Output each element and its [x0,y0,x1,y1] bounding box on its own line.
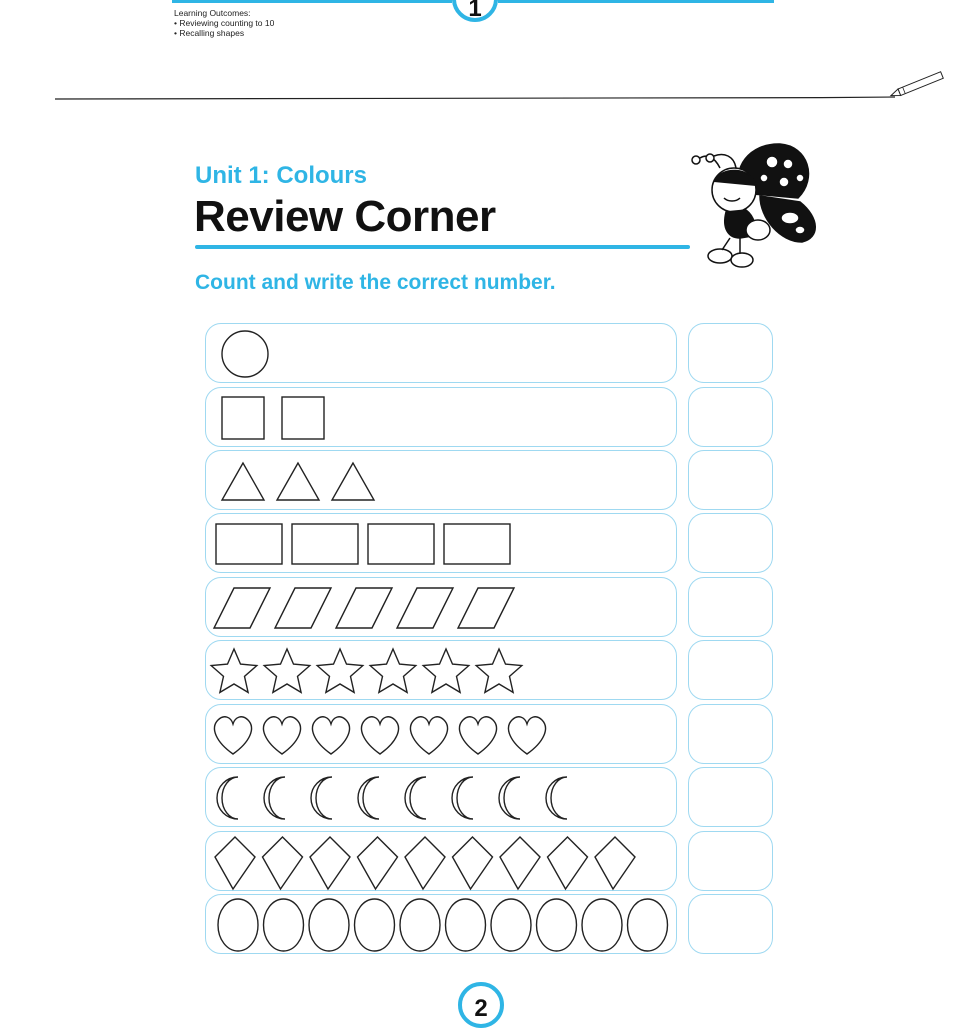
parallelogram-icons [206,578,678,638]
star-icon [264,649,310,692]
page-title: Review Corner [194,192,496,241]
parallelogram-icon [458,588,514,628]
shape-row-crescents [205,767,677,827]
answer-box[interactable] [688,704,773,764]
page-fold-divider [0,74,960,114]
oval-icon [582,899,622,951]
answer-box[interactable] [688,894,773,954]
triangle-icons [206,451,678,511]
answer-box[interactable] [688,387,773,447]
kite-icon [358,837,398,889]
pencil-icon [890,72,944,99]
oval-icon [264,899,304,951]
heart-icon [361,717,398,754]
rectangle-icon [368,524,434,564]
title-underline [195,245,690,249]
shape-row-kites [205,831,677,891]
heart-icon [214,717,251,754]
rectangle-icon [444,524,510,564]
learning-outcome-item: • Recalling shapes [174,28,245,38]
shape-row-squares [205,387,677,447]
answer-box[interactable] [688,513,773,573]
crescent-icon [405,777,426,819]
square-icon [222,397,264,439]
shape-row-rectangles [205,513,677,573]
triangle-icon [277,463,319,500]
heart-icon [410,717,447,754]
oval-icon [218,899,258,951]
crescent-icon [452,777,473,819]
oval-icons [206,895,678,955]
unit-title: Unit 1: Colours [195,162,367,189]
triangle-icon [222,463,264,500]
heart-icon [312,717,349,754]
shape-row-triangles [205,450,677,510]
oval-icon [537,899,577,951]
circle-icons [206,324,678,384]
learning-outcomes-heading: Learning Outcomes: [174,8,251,18]
kite-icons [206,832,678,892]
answer-box[interactable] [688,831,773,891]
answer-box[interactable] [688,577,773,637]
heart-icon [459,717,496,754]
crescent-icon [311,777,332,819]
star-icon [317,649,363,692]
kite-icon [595,837,635,889]
heart-icon [263,717,300,754]
kite-icon [405,837,445,889]
heart-icons [206,705,678,765]
crescent-icon [499,777,520,819]
shape-row-hearts [205,704,677,764]
footer-rule-left [172,0,452,3]
circle-icon [222,331,268,377]
footer-rule-right [498,0,774,3]
crescent-icon [217,777,238,819]
crescent-icon [546,777,567,819]
kite-icon [500,837,540,889]
answer-box[interactable] [688,767,773,827]
answer-box[interactable] [688,323,773,383]
instruction-text: Count and write the correct number. [195,271,556,294]
learning-outcomes [174,8,274,38]
oval-icon [309,899,349,951]
star-icon [370,649,416,692]
butterfly-icon [680,138,820,270]
star-icon [476,649,522,692]
kite-icon [310,837,350,889]
page-number: 2 [458,982,504,1028]
star-icon [423,649,469,692]
square-icon [282,397,324,439]
crescent-icons [206,768,678,828]
rectangle-icon [216,524,282,564]
parallelogram-icon [275,588,331,628]
rectangle-icons [206,514,678,574]
shape-row-stars [205,640,677,700]
square-icons [206,388,678,448]
star-icons [206,641,678,701]
shape-row-ovals [205,894,677,954]
star-icon [211,649,257,692]
oval-icon [355,899,395,951]
rectangle-icon [292,524,358,564]
triangle-icon [332,463,374,500]
shape-row-circles [205,323,677,383]
crescent-icon [264,777,285,819]
answer-box[interactable] [688,450,773,510]
oval-icon [491,899,531,951]
kite-icon [215,837,255,889]
crescent-icon [358,777,379,819]
kite-icon [263,837,303,889]
kite-icon [548,837,588,889]
heart-icon [508,717,545,754]
parallelogram-icon [336,588,392,628]
oval-icon [628,899,668,951]
shape-row-parallelograms [205,577,677,637]
answer-box[interactable] [688,640,773,700]
parallelogram-icon [214,588,270,628]
learning-outcome-item: • Reviewing counting to 10 [174,18,275,28]
kite-icon [453,837,493,889]
parallelogram-icon [397,588,453,628]
oval-icon [400,899,440,951]
oval-icon [446,899,486,951]
previous-page-number: 1 [452,0,498,22]
